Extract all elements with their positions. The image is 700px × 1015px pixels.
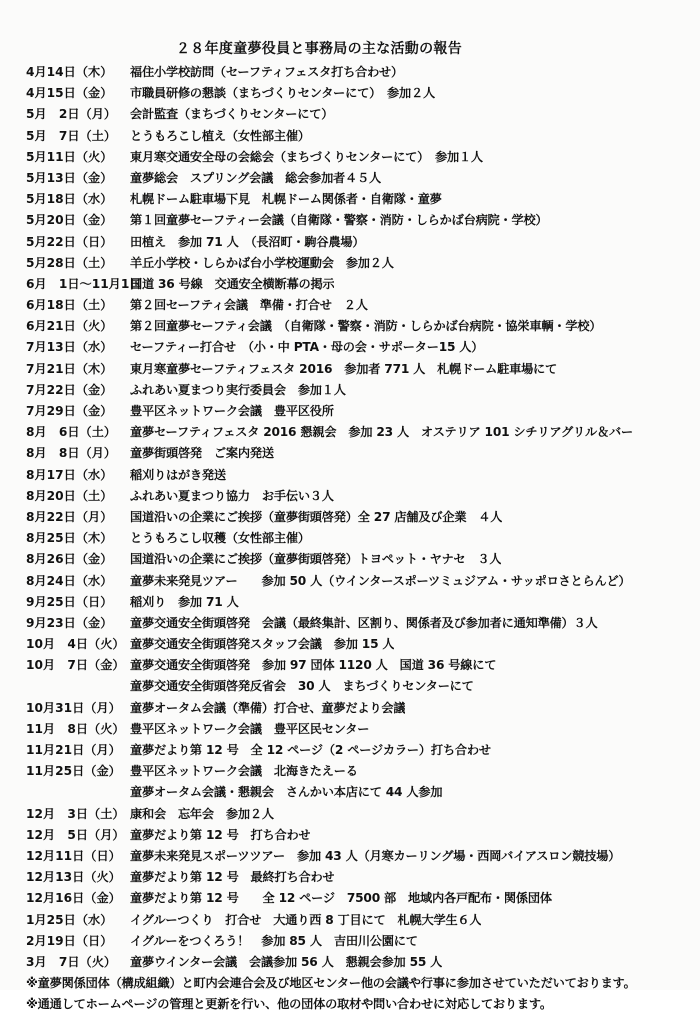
- activity-row: [26, 571, 676, 592]
- activity-row: [26, 761, 676, 782]
- activity-row: [26, 676, 676, 697]
- activity-row: [26, 232, 676, 253]
- activity-row: [26, 719, 676, 740]
- activity-row: [26, 486, 676, 507]
- activity-row: [26, 655, 676, 676]
- activity-text: 田植え 参加 71 人 （長沼町・駒谷農場）: [130, 234, 365, 249]
- activity-date: 5月20日（金）: [26, 213, 113, 228]
- activity-date: 12月 5日（月）: [26, 827, 125, 842]
- activity-date: 8月 8日（月）: [26, 446, 117, 461]
- activity-text: 福住小学校訪問（セーフティフェスタ打ち合わせ）: [130, 65, 404, 79]
- activity-text: 豊平区ネットワーク会議 北海きたえーる: [130, 764, 358, 779]
- activity-row: [26, 910, 676, 931]
- activity-date: 8月22日（月）: [26, 509, 113, 524]
- activity-text: 童夢街頭啓発 ご案内発送: [130, 446, 274, 461]
- activity-text: とうもろこし植え（女性部主催）: [130, 128, 310, 143]
- activity-date: 12月11日（日）: [26, 848, 121, 863]
- activity-date: 12月 3日（土）: [26, 806, 125, 821]
- activity-date: 5月 2日（月）: [26, 107, 117, 122]
- activity-row: [26, 147, 676, 168]
- activity-text: ふれあい夏まつり協力 お手伝い３人: [130, 488, 334, 503]
- activity-row: [26, 740, 676, 761]
- activity-text: 童夢だより第 12 号 打ち合わせ: [130, 827, 311, 842]
- activity-row: [26, 931, 676, 952]
- activity-date: 6月 1日～11月1日: [26, 276, 142, 291]
- activity-date: 5月13日（金）: [26, 170, 113, 185]
- activity-date: 3月 7日（火）: [26, 954, 117, 969]
- activity-date: 11月25日（金）: [26, 764, 121, 779]
- activity-text: 国道 36 号線 交通安全横断幕の掲示: [130, 276, 335, 291]
- activity-date: 9月23日（金）: [26, 615, 113, 630]
- activity-date: 12月13日（火）: [26, 870, 121, 885]
- activity-row: [26, 528, 676, 549]
- activity-text: 童夢だより第 12 号 全 12 ページ（2 ページカラー）打ち合わせ: [130, 743, 491, 757]
- activity-date: 11月21日（月）: [26, 743, 121, 757]
- activity-date: 5月11日（火）: [26, 149, 113, 164]
- activity-text: 稲刈り 参加 71 人: [130, 594, 239, 609]
- activity-text: 童夢総会 スプリング会議 総会参加者４５人: [130, 170, 382, 185]
- activity-date: 8月24日（水）: [26, 573, 113, 588]
- activity-text: 東月寒交通安全母の会総会（まちづくりセンターにて） 参加１人: [130, 149, 483, 164]
- activity-date: 10月 4日（火）: [26, 637, 125, 652]
- activity-text: とうもろこし収穫（女性部主催）: [130, 531, 310, 546]
- activity-date: 9月25日（日）: [26, 594, 113, 609]
- activity-row: [26, 549, 676, 570]
- activity-row: [26, 825, 676, 846]
- activity-row: [26, 846, 676, 867]
- activity-text: 東月寒童夢セーフティフェスタ 2016 参加者 771 人 札幌ドーム駐車場にて: [130, 361, 558, 376]
- activity-date: 11月 8日（火）: [26, 721, 125, 736]
- activity-date: 8月 6日（土）: [26, 425, 117, 440]
- activity-row: [26, 401, 676, 422]
- activity-text: 札幌ドーム駐車場下見 札幌ドーム関係者・自衛隊・童夢: [130, 192, 442, 207]
- activity-row: [26, 465, 676, 486]
- activity-row: [26, 804, 676, 825]
- activity-text: イグルーつくり 打合せ 大通り西 8 丁目にて 札幌大学生６人: [130, 912, 482, 927]
- activity-date: 5月22日（日）: [26, 234, 113, 249]
- activity-date: 7月13日（水）: [26, 340, 113, 355]
- activity-text: 豊平区ネットワーク会議 豊平区民センター: [130, 721, 370, 736]
- activity-row: [26, 253, 676, 274]
- activity-text: 市職員研修の懇談（まちづくりセンターにて） 参加２人: [130, 86, 435, 101]
- activity-row: [26, 507, 676, 528]
- activity-text: 童夢未来発見スポーツツアー 参加 43 人（月寒カーリング場・西岡バイアスロン競技場）: [130, 848, 621, 863]
- activity-date: 5月18日（水）: [26, 192, 113, 207]
- activity-text: 童夢セーフティフェスタ 2016 懇親会 参加 23 人 オステリア 101 シチリアグリル＆バー: [130, 425, 633, 440]
- activity-date: 6月21日（火）: [26, 319, 113, 334]
- activity-date: 6月18日（土）: [26, 298, 113, 313]
- activity-text: 羊丘小学校・しらかば台小学校運動会 参加２人: [130, 255, 394, 270]
- activity-text: セーフティー打合せ （小・中 PTA・母の会・サポーター15 人）: [130, 340, 484, 355]
- activity-row: [26, 422, 676, 443]
- activity-text: 童夢交通安全街頭啓発 会議（最終集計、区割り、関係者及び参加者に通知準備）３人: [130, 615, 598, 630]
- activity-row: [26, 634, 676, 655]
- activity-text: 童夢だより第 12 号 最終打ち合わせ: [130, 870, 335, 885]
- activity-row: [26, 867, 676, 888]
- footnote: ※通通してホームページの管理と更新を行い、他の団体の取材や問い合わせに対応しております。: [26, 997, 552, 1012]
- activity-row: [26, 952, 676, 973]
- activity-row: [26, 888, 676, 909]
- activity-text: 第２回セーフティ会議 準備・打合せ ２人: [130, 298, 368, 313]
- activity-date: 1月25日（水）: [26, 912, 113, 927]
- activity-text: 第１回童夢セーフティー会議（自衛隊・警察・消防・しらかば台病院・学校）: [130, 213, 548, 228]
- activity-text: 第２回童夢セーフティ会議 （自衛隊・警察・消防・しらかば台病院・協栄車輌・学校）: [130, 319, 602, 334]
- activity-row: [26, 104, 676, 125]
- activity-row: [26, 698, 676, 719]
- activity-text: イグルーをつくろう！ 参加 85 人 吉田川公園にて: [130, 933, 418, 948]
- activity-text: 童夢オータム会議（準備）打合せ、童夢だより会議: [130, 700, 406, 715]
- activity-row: [26, 274, 676, 295]
- report-title: ２８年度童夢役員と事務局の主な活動の報告: [176, 41, 462, 57]
- activity-row: [26, 359, 676, 380]
- activity-row: [26, 189, 676, 210]
- activity-date: 8月26日（金）: [26, 552, 113, 567]
- activity-text: 国道沿いの企業にご挨拶（童夢街頭啓発）トヨペット・ヤナセ ３人: [130, 552, 502, 567]
- activity-row: [26, 83, 676, 104]
- activity-text: 童夢だより第 12 号 全 12 ページ 7500 部 地域内各戸配布・関係団体: [130, 891, 552, 906]
- activity-text: 会計監査（まちづくりセンターにて）: [130, 107, 334, 122]
- activity-row: [26, 168, 676, 189]
- activity-date: 8月17日（水）: [26, 467, 113, 482]
- activity-date: 7月29日（金）: [26, 404, 113, 418]
- activity-date: 7月21日（木）: [26, 361, 113, 376]
- activity-date: 8月25日（木）: [26, 531, 113, 546]
- notes-section: [26, 973, 676, 1015]
- activity-date: 7月22日（金）: [26, 382, 113, 397]
- activity-date: 10月 7日（金）: [26, 658, 125, 673]
- activity-row: [26, 210, 676, 231]
- activity-date: 8月20日（土）: [26, 488, 113, 503]
- activity-row: [26, 295, 676, 316]
- activity-date: 10月31日（月）: [26, 700, 121, 715]
- activity-text: 童夢交通安全街頭啓発反省会 30 人 まちづくりセンターにて: [130, 679, 474, 694]
- activity-row: [26, 316, 676, 337]
- activity-text: 童夢交通安全街頭啓発 参加 97 団体 1120 人 国道 36 号線にて: [130, 658, 497, 673]
- activity-row: [26, 62, 676, 83]
- activity-text: 豊平区ネットワーク会議 豊平区役所: [130, 404, 334, 418]
- activity-row: [26, 592, 676, 613]
- activity-text: 童夢ウインター会議 会議参加 56 人 懇親会参加 55 人: [130, 954, 443, 969]
- activity-date: 2月19日（日）: [26, 933, 113, 948]
- footnote: ※童夢関係団体（構成組織）と町内会連合会及び地区センター他の会議や行事に参加させていただいております。: [26, 976, 636, 991]
- activity-date: 4月14日（木）: [26, 65, 113, 79]
- activity-date: 5月 7日（土）: [26, 128, 117, 143]
- activity-text: 国道沿いの企業にご挨拶（童夢街頭啓発）全 27 店舗及び企業 ４人: [130, 509, 503, 524]
- activity-row: [26, 782, 676, 803]
- activity-row: [26, 380, 676, 401]
- activity-date: 5月28日（土）: [26, 255, 113, 270]
- activity-text: 康和会 忘年会 参加２人: [130, 806, 274, 821]
- activity-text: 童夢オータム会議・懇親会 さんかい本店にて 44 人参加: [130, 785, 443, 800]
- activity-row: [26, 126, 676, 147]
- activity-text: ふれあい夏まつり実行委員会 参加１人: [130, 382, 346, 397]
- activity-row: [26, 337, 676, 358]
- activity-row: [26, 613, 676, 634]
- activity-row: [26, 443, 676, 464]
- activity-date: 12月16日（金）: [26, 891, 121, 906]
- activity-list: [26, 62, 676, 973]
- activity-text: 童夢未来発見ツアー 参加 50 人（ウインタースポーツミュジアム・サッポロさとらんど）: [130, 573, 631, 588]
- activity-text: 童夢交通安全街頭啓発スタッフ会議 参加 15 人: [130, 637, 395, 652]
- activity-text: 稲刈りはがき発送: [130, 467, 226, 482]
- activity-date: 4月15日（金）: [26, 86, 113, 101]
